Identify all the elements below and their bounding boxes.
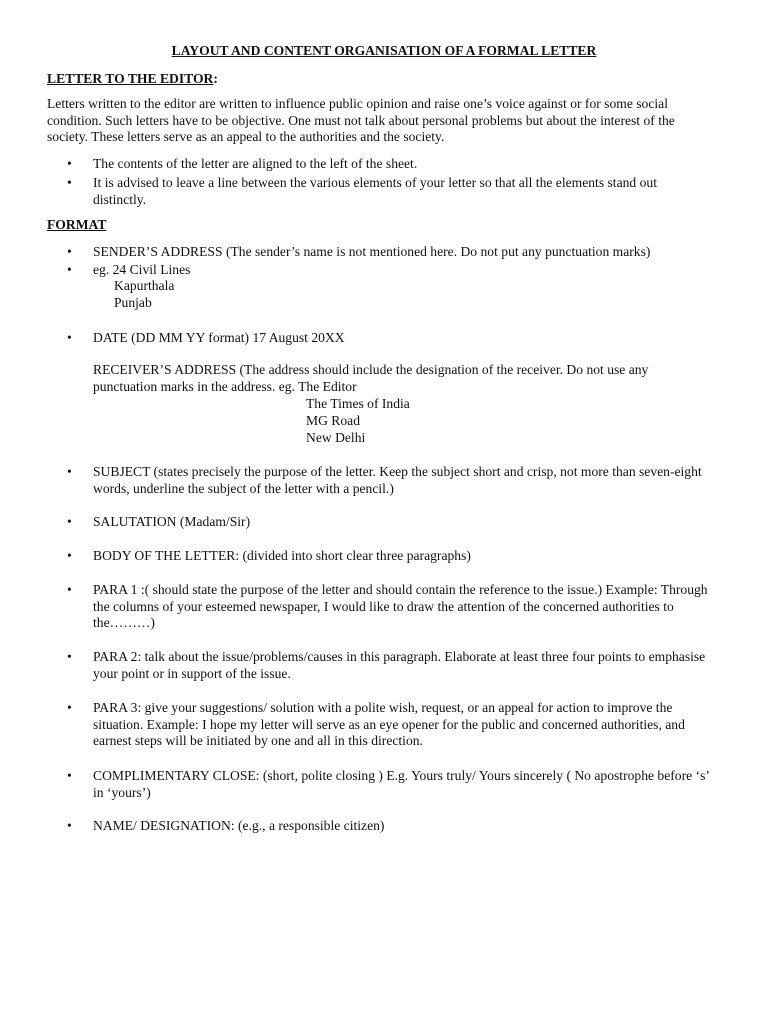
bullet-symbol: • — [67, 464, 72, 479]
bullet-symbol: • — [67, 262, 72, 277]
bullet-symbol: • — [67, 514, 72, 529]
example-address-line: Kapurthala — [114, 278, 175, 293]
document-title: LAYOUT AND CONTENT ORGANISATION OF A FORMAL LETTER — [171, 43, 597, 58]
date-item: DATE (DD MM YY format) 17 August 20XX — [93, 330, 345, 345]
bullet-symbol: • — [67, 582, 72, 597]
section-heading-colon: : — [213, 71, 218, 86]
format-heading: FORMAT — [47, 217, 107, 232]
section-heading — [47, 71, 218, 88]
name-designation-item: NAME/ DESIGNATION: (e.g., a responsible citizen) — [93, 818, 385, 833]
salutation-item: SALUTATION (Madam/Sir) — [93, 514, 251, 529]
intro-paragraph — [47, 96, 715, 146]
bullet-symbol: • — [67, 700, 72, 715]
complimentary-close-item: COMPLIMENTARY CLOSE: (short, polite closing ) E.g. Yours truly/ Yours sincerely ( No apostrophe before ‘s’ in ‘yours’) — [93, 768, 709, 800]
example-label: eg. 24 Civil Lines — [93, 262, 191, 277]
example-address-line: Punjab — [114, 295, 152, 310]
bullet-symbol: • — [67, 244, 72, 259]
intro-bullet: It is advised to leave a line between the various elements of your letter so that all the elements stand out distinctly. — [93, 175, 657, 207]
bullet-symbol: • — [67, 175, 72, 190]
bullet-symbol: • — [67, 818, 72, 833]
senders-address-item: SENDER’S ADDRESS (The sender’s name is not mentioned here. Do not put any punctuation marks) — [93, 244, 651, 259]
bullet-symbol: • — [67, 649, 72, 664]
para1-item: PARA 1 :( should state the purpose of the letter and should contain the reference to the issue.) Example: Through the columns of your esteemed newspaper, I would like to draw the attention of the concerned authorities to the………) — [93, 582, 708, 631]
receiver-address-line: The Times of India — [306, 396, 410, 411]
subject-item: SUBJECT (states precisely the purpose of the letter. Keep the subject short and crisp, not more than seven-eight words, underline the subject of the letter with a pencil.) — [93, 464, 702, 496]
receiver-address-line: New Delhi — [306, 430, 366, 445]
bullet-symbol: • — [67, 768, 72, 783]
section-heading-text: LETTER TO THE EDITOR — [47, 71, 214, 86]
receiver-address-line: MG Road — [306, 413, 360, 428]
body-item: BODY OF THE LETTER: (divided into short clear three paragraphs) — [93, 548, 471, 563]
para2-item: PARA 2: talk about the issue/problems/causes in this paragraph. Elaborate at least three four points to emphasise your point or in support of the issue. — [93, 649, 706, 681]
receivers-address-item: RECEIVER’S ADDRESS (The address should include the designation of the receiver. Do not use any punctuation marks in the address. eg. The Editor — [93, 362, 649, 394]
bullet-symbol: • — [67, 156, 72, 171]
para3-item: PARA 3: give your suggestions/ solution with a polite wish, request, or an appeal for action to improve the situation. Example: I hope my letter will serve as an eye opener for the public and concerned authorities, and earnest steps will be initiated by one and all in this direction. — [93, 700, 685, 749]
bullet-symbol: • — [67, 330, 72, 345]
bullet-symbol: • — [67, 548, 72, 563]
intro-text: Letters written to the editor are written to influence public opinion and raise one’s voice against or for some social condition. Such letters have to be objective. One must not talk about personal problems but about the interest of the society. These letters serve as an appeal to the authorities and the society. — [47, 96, 675, 145]
intro-bullet: The contents of the letter are aligned to the left of the sheet. — [93, 156, 418, 171]
